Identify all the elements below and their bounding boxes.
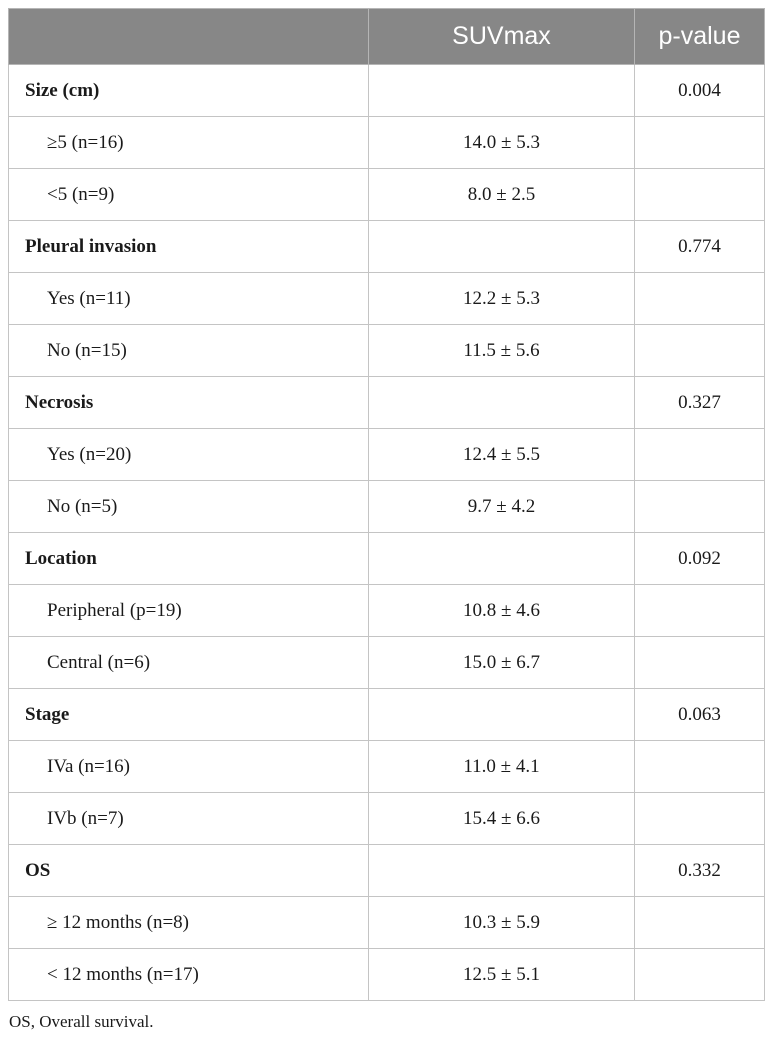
suvmax-cell: 8.0 ± 2.5 [369,169,635,221]
row-label: Peripheral (p=19) [9,585,369,637]
table-row [9,169,765,221]
p-value-cell: 0.774 [635,221,765,273]
table-header [9,9,765,65]
header-p-value: p-value [635,9,765,65]
row-label: ≥ 12 months (n=8) [9,897,369,949]
group-label: Pleural invasion [9,221,369,273]
p-value-cell [635,481,765,533]
table-row [9,117,765,169]
row-label: <5 (n=9) [9,169,369,221]
row-label: No (n=15) [9,325,369,377]
p-value-cell [635,741,765,793]
row-label: IVa (n=16) [9,741,369,793]
p-value-cell: 0.327 [635,377,765,429]
suvmax-cell: 14.0 ± 5.3 [369,117,635,169]
p-value-cell [635,429,765,481]
table-group-row [9,65,765,117]
p-value-cell: 0.063 [635,689,765,741]
p-value-cell [635,897,765,949]
p-value-cell [635,273,765,325]
suvmax-cell: 12.5 ± 5.1 [369,949,635,1001]
suvmax-cell: 15.0 ± 6.7 [369,637,635,689]
table-row [9,741,765,793]
table-footnote: OS, Overall survival. [9,1012,154,1031]
table-row [9,429,765,481]
p-value-cell [635,949,765,1001]
suvmax-cell [369,689,635,741]
table-body [9,65,765,1001]
group-label: Stage [9,689,369,741]
suvmax-cell: 9.7 ± 4.2 [369,481,635,533]
p-value-cell [635,793,765,845]
table-row [9,949,765,1001]
suvmax-cell: 10.3 ± 5.9 [369,897,635,949]
suvmax-cell [369,533,635,585]
table-group-row [9,221,765,273]
suvmax-cell: 11.5 ± 5.6 [369,325,635,377]
group-label: OS [9,845,369,897]
suvmax-cell: 12.2 ± 5.3 [369,273,635,325]
row-label: < 12 months (n=17) [9,949,369,1001]
group-label: Necrosis [9,377,369,429]
p-value-cell [635,325,765,377]
p-value-cell [635,169,765,221]
header-suvmax: SUVmax [369,9,635,65]
group-label: Size (cm) [9,65,369,117]
suvmax-cell: 12.4 ± 5.5 [369,429,635,481]
row-label: No (n=5) [9,481,369,533]
suvmax-table [8,8,765,1001]
header-row [9,9,765,65]
row-label: ≥5 (n=16) [9,117,369,169]
table-row [9,637,765,689]
row-label: Central (n=6) [9,637,369,689]
table-row [9,481,765,533]
suvmax-cell [369,65,635,117]
table-row [9,897,765,949]
p-value-cell: 0.004 [635,65,765,117]
suvmax-cell: 15.4 ± 6.6 [369,793,635,845]
table-group-row [9,533,765,585]
header-variable [9,9,369,65]
p-value-cell: 0.332 [635,845,765,897]
suvmax-cell: 10.8 ± 4.6 [369,585,635,637]
p-value-cell [635,637,765,689]
table-row [9,273,765,325]
row-label: IVb (n=7) [9,793,369,845]
suvmax-cell: 11.0 ± 4.1 [369,741,635,793]
table-group-row [9,689,765,741]
table-row [9,793,765,845]
suvmax-cell [369,845,635,897]
suvmax-cell [369,221,635,273]
table-group-row [9,377,765,429]
p-value-cell [635,117,765,169]
results-table-container [8,8,764,1001]
row-label: Yes (n=11) [9,273,369,325]
table-row [9,585,765,637]
table-group-row [9,845,765,897]
suvmax-cell [369,377,635,429]
p-value-cell [635,585,765,637]
row-label: Yes (n=20) [9,429,369,481]
p-value-cell: 0.092 [635,533,765,585]
group-label: Location [9,533,369,585]
table-row [9,325,765,377]
